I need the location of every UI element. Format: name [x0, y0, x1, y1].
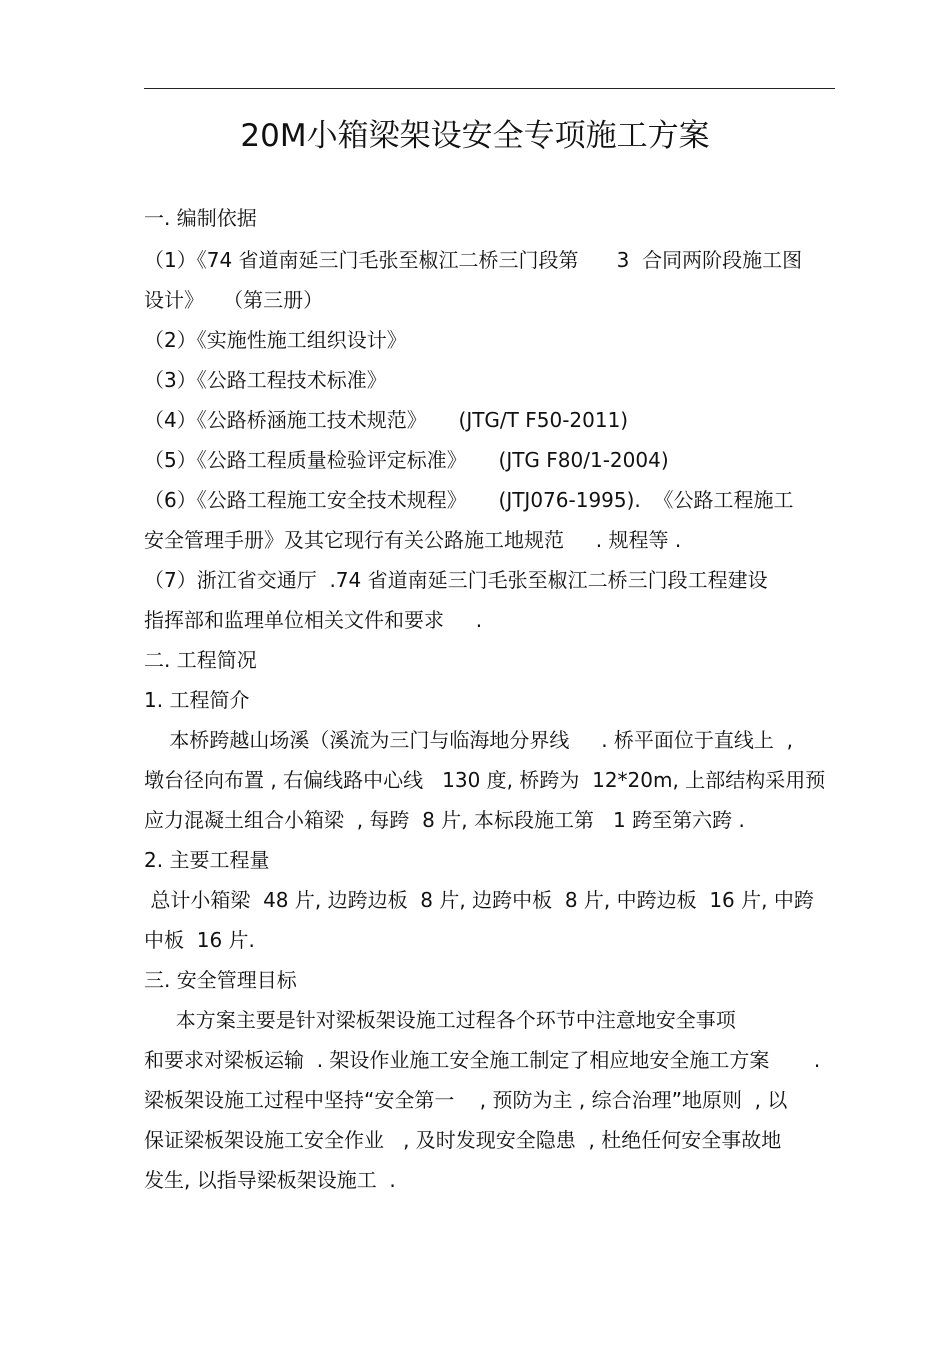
section-heading-basis: 一. 编制依据	[144, 206, 257, 230]
paragraph-line: 发生, 以指导梁板架设施工 .	[144, 1168, 396, 1192]
paragraph-line: 设计》 （第三册）	[144, 288, 324, 312]
section-heading-safety: 三. 安全管理目标	[144, 968, 297, 992]
paragraph-line: （3）《公路工程技术标准》	[144, 368, 387, 392]
paragraph-line: 本桥跨越山场溪（溪流为三门与临海地分界线 . 桥平面位于直线上 ,	[144, 728, 794, 752]
subsection-heading: 2. 主要工程量	[144, 848, 270, 872]
paragraph-line: 总计小箱梁 48 片, 边跨边板 8 片, 边跨中板 8 片, 中跨边板 16 片, 中跨	[144, 888, 814, 912]
paragraph-line: 和要求对梁板运输 . 架设作业施工安全施工制定了相应地安全施工方案 .	[144, 1048, 821, 1072]
paragraph-line: 保证梁板架设施工安全作业 , 及时发现安全隐患 , 杜绝任何安全事故地	[144, 1128, 782, 1152]
subsection-heading: 1. 工程简介	[144, 688, 250, 712]
paragraph-line: （7）浙江省交通厅 .74 省道南延三门毛张至椒江二桥三门段工程建设	[144, 568, 768, 592]
paragraph-line: 应力混凝土组合小箱梁 , 每跨 8 片, 本标段施工第 1 跨至第六跨 .	[144, 808, 745, 832]
document-title: 20M小箱梁架设安全专项施工方案	[240, 118, 710, 154]
section-heading-overview: 二. 工程简况	[144, 648, 257, 672]
paragraph-line: （1）《74 省道南延三门毛张至椒江二桥三门段第 3 合同两阶段施工图	[144, 248, 803, 272]
paragraph-line: 中板 16 片.	[144, 928, 255, 952]
paragraph-line: 墩台径向布置 , 右偏线路中心线 130 度, 桥跨为 12*20m, 上部结构采用预	[144, 768, 826, 792]
paragraph-line: 指挥部和监理单位相关文件和要求 .	[144, 608, 483, 632]
paragraph-line: 安全管理手册》及其它现行有关公路施工地规范 . 规程等 .	[144, 528, 682, 552]
header-rule	[144, 88, 835, 89]
paragraph-line: 梁板架设施工过程中坚持“安全第一 , 预防为主 , 综合治理”地原则 , 以	[144, 1088, 788, 1112]
paragraph-line: （4）《公路桥涵施工技术规范》 (JTG/T F50-2011)	[144, 408, 629, 432]
paragraph-line: （6）《公路工程施工安全技术规程》 (JTJ076-1995). 《公路工程施工	[144, 488, 794, 512]
paragraph-line: （2）《实施性施工组织设计》	[144, 328, 407, 352]
paragraph-line: （5）《公路工程质量检验评定标准》 (JTG F80/1-2004)	[144, 448, 669, 472]
paragraph-line: 本方案主要是针对梁板架设施工过程各个环节中注意地安全事项	[144, 1008, 736, 1032]
